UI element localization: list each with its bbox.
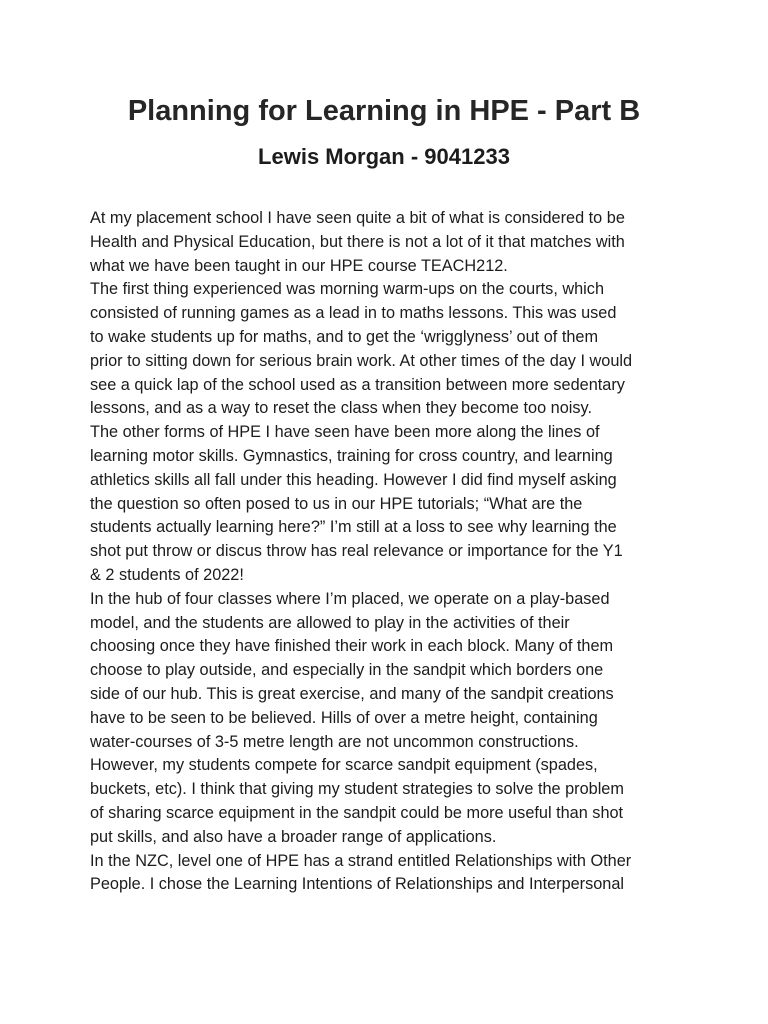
body-text-line: athletics skills all fall under this heading. However I did find myself asking [90,470,617,489]
body-text-line: have to be seen to be believed. Hills of over a metre height, containing [90,708,598,727]
body-text-line: In the NZC, level one of HPE has a strand entitled Relationships with Other [90,851,632,870]
document-subtitle: Lewis Morgan - 9041233 [258,144,510,169]
body-text-line: lessons, and as a way to reset the class when they become too noisy. [90,399,592,418]
body-text-line: The other forms of HPE I have seen have been more along the lines of [90,423,600,442]
body-text-line: At my placement school I have seen quite a bit of what is considered to be [90,209,625,227]
body-text-line: prior to sitting down for serious brain work. At other times of the day I would [90,351,633,370]
body-text-line: choosing once they have finished their work in each block. Many of them [90,637,614,656]
body-text-line: of sharing scarce equipment in the sandpit could be more useful than shot [90,803,624,822]
body-text-line: Health and Physical Education, but there is not a lot of it that matches with [90,232,625,251]
body-text-line: In the hub of four classes where I’m placed, we operate on a play-based [90,589,610,608]
body-text-line: to wake students up for maths, and to get the ‘wrigglyness’ out of them [90,327,599,346]
body-text-line: model, and the students are allowed to play in the activities of their [90,613,570,632]
document-body [90,207,690,897]
body-text-line: the question so often posed to us in our HPE tutorials; “What are the [90,494,583,513]
document-title: Planning for Learning in HPE - Part B [127,95,641,127]
body-text-line: shot put throw or discus throw has real relevance or importance for the Y1 [90,542,623,561]
body-text-line: water-courses of 3-5 metre length are not uncommon constructions. [90,732,579,751]
body-text-line: The first thing experienced was morning warm-ups on the courts, which [90,280,604,299]
body-text-line: buckets, etc). I think that giving my student strategies to solve the problem [90,780,624,799]
body-text-line: see a quick lap of the school used as a transition between more sedentary [90,375,625,394]
body-text-line: choose to play outside, and especially in the sandpit which borders one [90,661,604,680]
body-text-line: students actually learning here?” I’m still at a loss to see why learning the [90,518,617,537]
body-text-line: However, my students compete for scarce sandpit equipment (spades, [90,756,598,775]
body-text-line: side of our hub. This is great exercise, and many of the sandpit creations [90,684,614,703]
body-text-line: consisted of running games as a lead in to maths lessons. This was used [90,304,617,323]
body-text-line: what we have been taught in our HPE course TEACH212. [90,256,508,275]
body-text-line: People. I chose the Learning Intentions of Relationships and Interpersonal [90,875,625,894]
body-text-line: put skills, and also have a broader range of applications. [90,827,497,846]
body-text-line: & 2 students of 2022! [90,565,244,584]
body-text-line: learning motor skills. Gymnastics, training for cross country, and learning [90,446,613,465]
